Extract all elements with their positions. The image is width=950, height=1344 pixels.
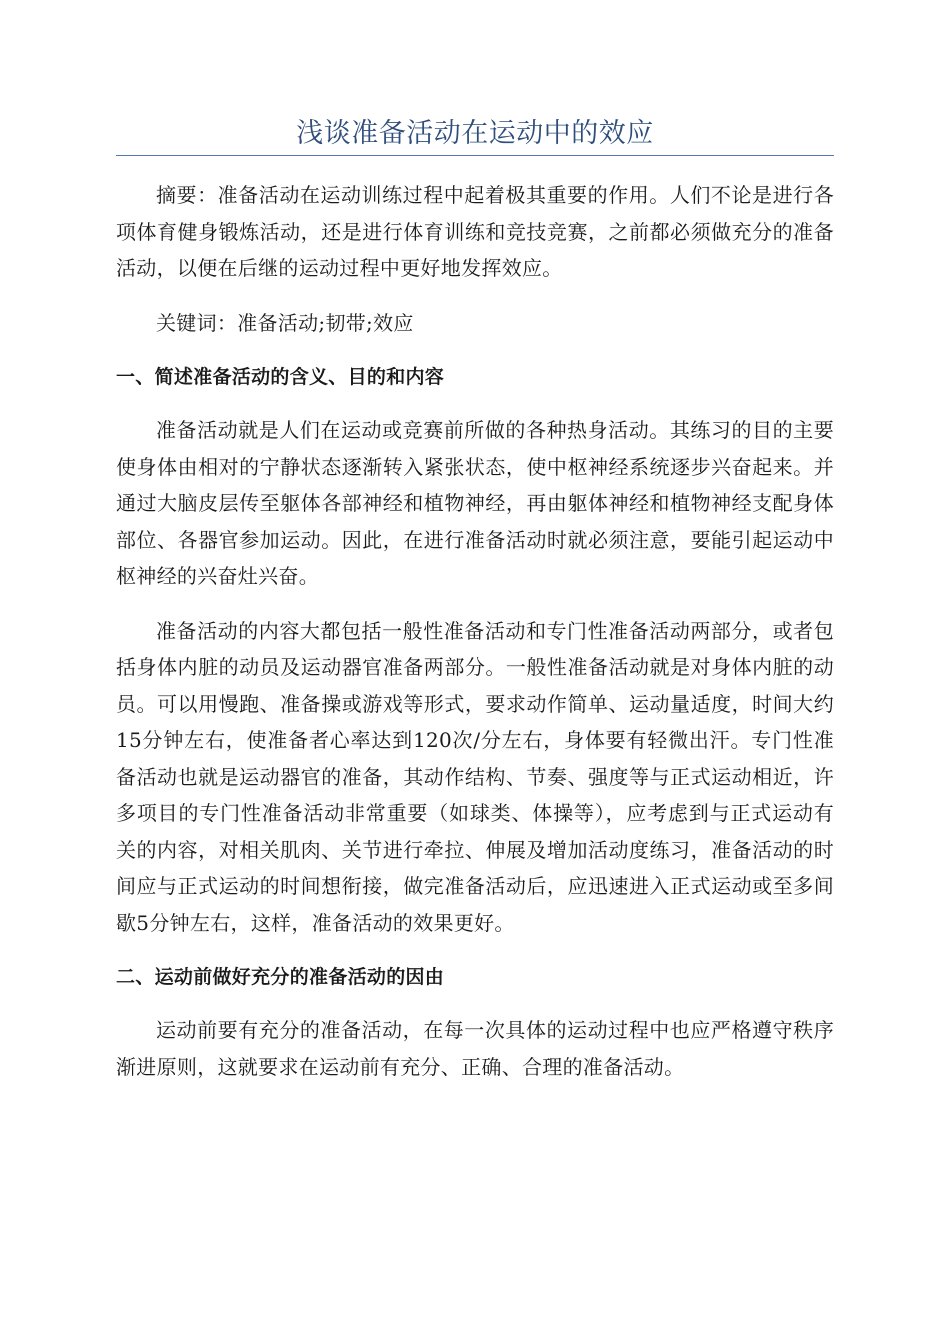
section-1	[116, 359, 834, 941]
abstract-paragraph: 摘要：准备活动在运动训练过程中起着极其重要的作用。人们不论是进行各项体育健身锻炼活动，还是进行体育训练和竞技竞赛，之前都必须做充分的准备活动，以便在后继的运动过程中更好地发挥效应。	[116, 183, 834, 280]
section-2	[116, 959, 834, 1085]
document-title: 浅谈准备活动在运动中的效应	[116, 113, 834, 156]
keywords-line: 关键词：准备活动;韧带;效应	[156, 310, 414, 335]
section-heading-2: 二、运动前做好充分的准备活动的因由	[116, 966, 445, 988]
section-2-paragraph-1: 运动前要有充分的准备活动，在每一次具体的运动过程中也应严格遵守秩序渐进原则，这就要求在运动前有充分、正确、合理的准备活动。	[116, 1018, 834, 1079]
section-1-paragraph-2: 准备活动的内容大都包括一般性准备活动和专门性准备活动两部分，或者包括身体内脏的动员及运动器官准备两部分。一般性准备活动就是对身体内脏的动员。可以用慢跑、准备操或游戏等形式，要求动作简单、运动量适度，时间大约15分钟左右，使准备者心率达到120次/分左右，身体要有轻微出汗。专门性准备活动也就是运动器官的准备，其动作结构、节奏、强度等与正式运动相近，许多项目的专门性准备活动非常重要（如球类、体操等），应考虑到与正式运动有关的内容，对相关肌肉、关节进行牵拉、伸展及增加活动度练习，准备活动的时间应与正式运动的时间想衔接，做完准备活动后，应迅速进入正式运动或至多间歇5分钟左右，这样，准备活动的效果更好。	[116, 618, 834, 935]
section-1-paragraph-1: 准备活动就是人们在运动或竞赛前所做的各种热身活动。其练习的目的主要使身体由相对的宁静状态逐渐转入紧张状态，使中枢神经系统逐步兴奋起来。并通过大脑皮层传至躯体各部神经和植物神经，再由躯体神经和植物神经支配身体部位、各器官参加运动。因此，在进行准备活动时就必须注意，要能引起运动中枢神经的兴奋灶兴奋。	[116, 418, 834, 588]
document-page	[116, 0, 834, 1085]
section-heading-1: 一、简述准备活动的含义、目的和内容	[116, 366, 445, 388]
